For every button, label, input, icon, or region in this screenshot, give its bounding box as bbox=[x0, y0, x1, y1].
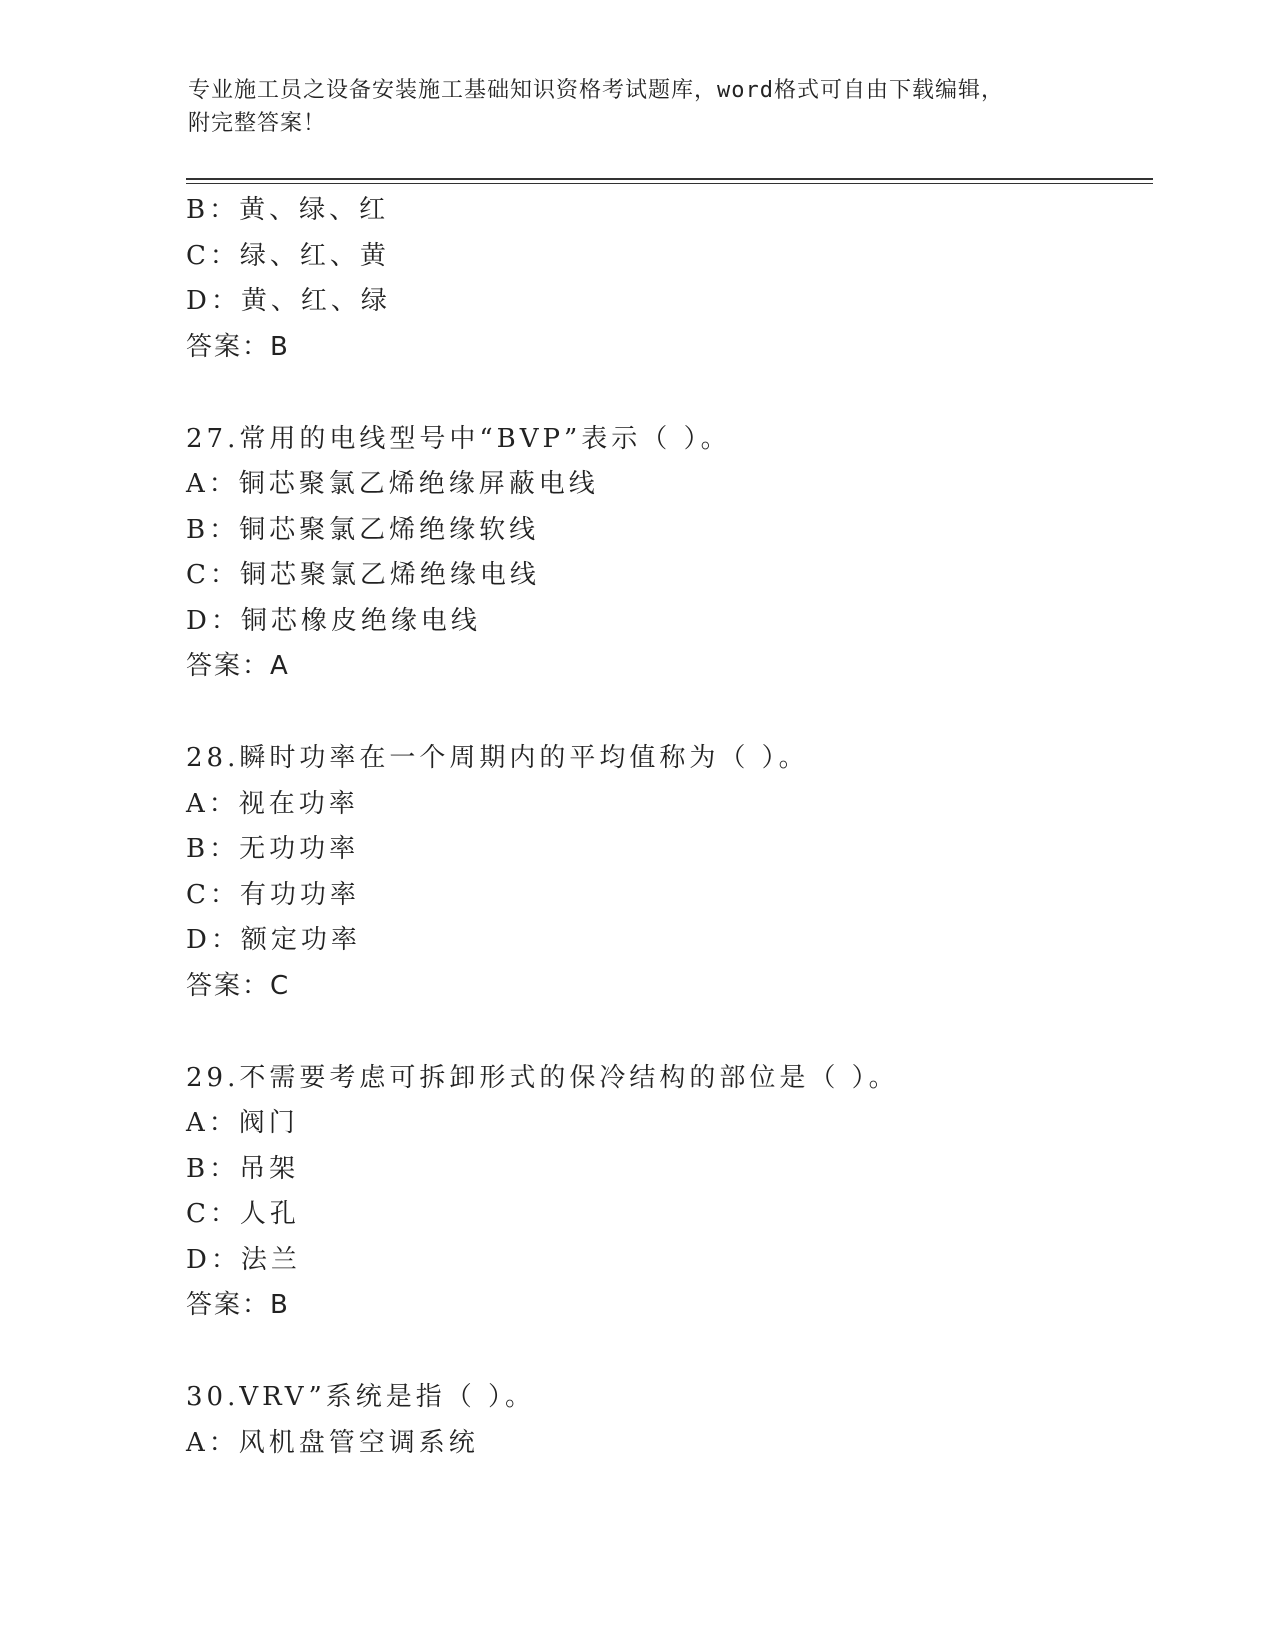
q27-option-d: D：铜芯橡皮绝缘电线 bbox=[186, 605, 481, 636]
q27-answer: 答案：A bbox=[186, 651, 290, 681]
question-27-block bbox=[186, 417, 1146, 690]
q26-option-c: C：绿、红、黄 bbox=[186, 240, 390, 271]
q26-option-b: B：黄、绿、红 bbox=[186, 195, 390, 225]
q30-question: 30.VRV”系统是指（ ）。 bbox=[186, 1382, 536, 1412]
q29-option-a: A：阀门 bbox=[186, 1108, 299, 1138]
q27-question: 27.常用的电线型号中“BVP”表示（ ）。 bbox=[186, 423, 731, 454]
header-title-line-2: 附完整答案！ bbox=[188, 111, 327, 136]
q27-option-a: A：铜芯聚氯乙烯绝缘屏蔽电线 bbox=[186, 469, 599, 499]
q28-question: 28.瞬时功率在一个周期内的平均值称为（ ）。 bbox=[186, 743, 809, 773]
q29-question: 29.不需要考虑可拆卸形式的保冷结构的部位是（ ）。 bbox=[186, 1062, 899, 1093]
question-list bbox=[186, 188, 1146, 1466]
question-29-block bbox=[186, 1056, 1146, 1329]
header-divider-thin bbox=[186, 183, 1153, 184]
q28-option-c: C：有功功率 bbox=[186, 879, 360, 910]
q27-option-c: C：铜芯聚氯乙烯绝缘电线 bbox=[186, 560, 540, 590]
q27-option-b: B：铜芯聚氯乙烯绝缘软线 bbox=[186, 514, 540, 545]
q29-option-d: D：法兰 bbox=[186, 1244, 301, 1275]
question-28-block bbox=[186, 736, 1146, 1009]
q28-option-a: A：视在功率 bbox=[186, 788, 359, 819]
q29-answer: 答案：B bbox=[186, 1290, 290, 1320]
q28-option-b: B：无功功率 bbox=[186, 834, 360, 864]
question-gap bbox=[186, 1329, 1146, 1376]
q26-option-d: D：黄、红、绿 bbox=[186, 286, 391, 316]
header-divider-thick bbox=[186, 178, 1153, 180]
question-26-block bbox=[186, 188, 1146, 370]
question-gap bbox=[186, 1009, 1146, 1056]
question-30-block bbox=[186, 1375, 1146, 1466]
q28-answer: 答案：C bbox=[186, 970, 291, 1001]
header-title-line-1: 专业施工员之设备安装施工基础知识资格考试题库，word格式可自由下载编辑， bbox=[188, 78, 1004, 103]
question-gap bbox=[186, 370, 1146, 417]
q29-option-b: B：吊架 bbox=[186, 1153, 300, 1184]
q26-answer: 答案：B bbox=[186, 331, 290, 362]
question-gap bbox=[186, 690, 1146, 737]
document-header bbox=[188, 74, 1088, 140]
q29-option-c: C：人孔 bbox=[186, 1199, 300, 1229]
q30-option-a: A：风机盘管空调系统 bbox=[186, 1427, 479, 1458]
q28-option-d: D：额定功率 bbox=[186, 925, 361, 955]
